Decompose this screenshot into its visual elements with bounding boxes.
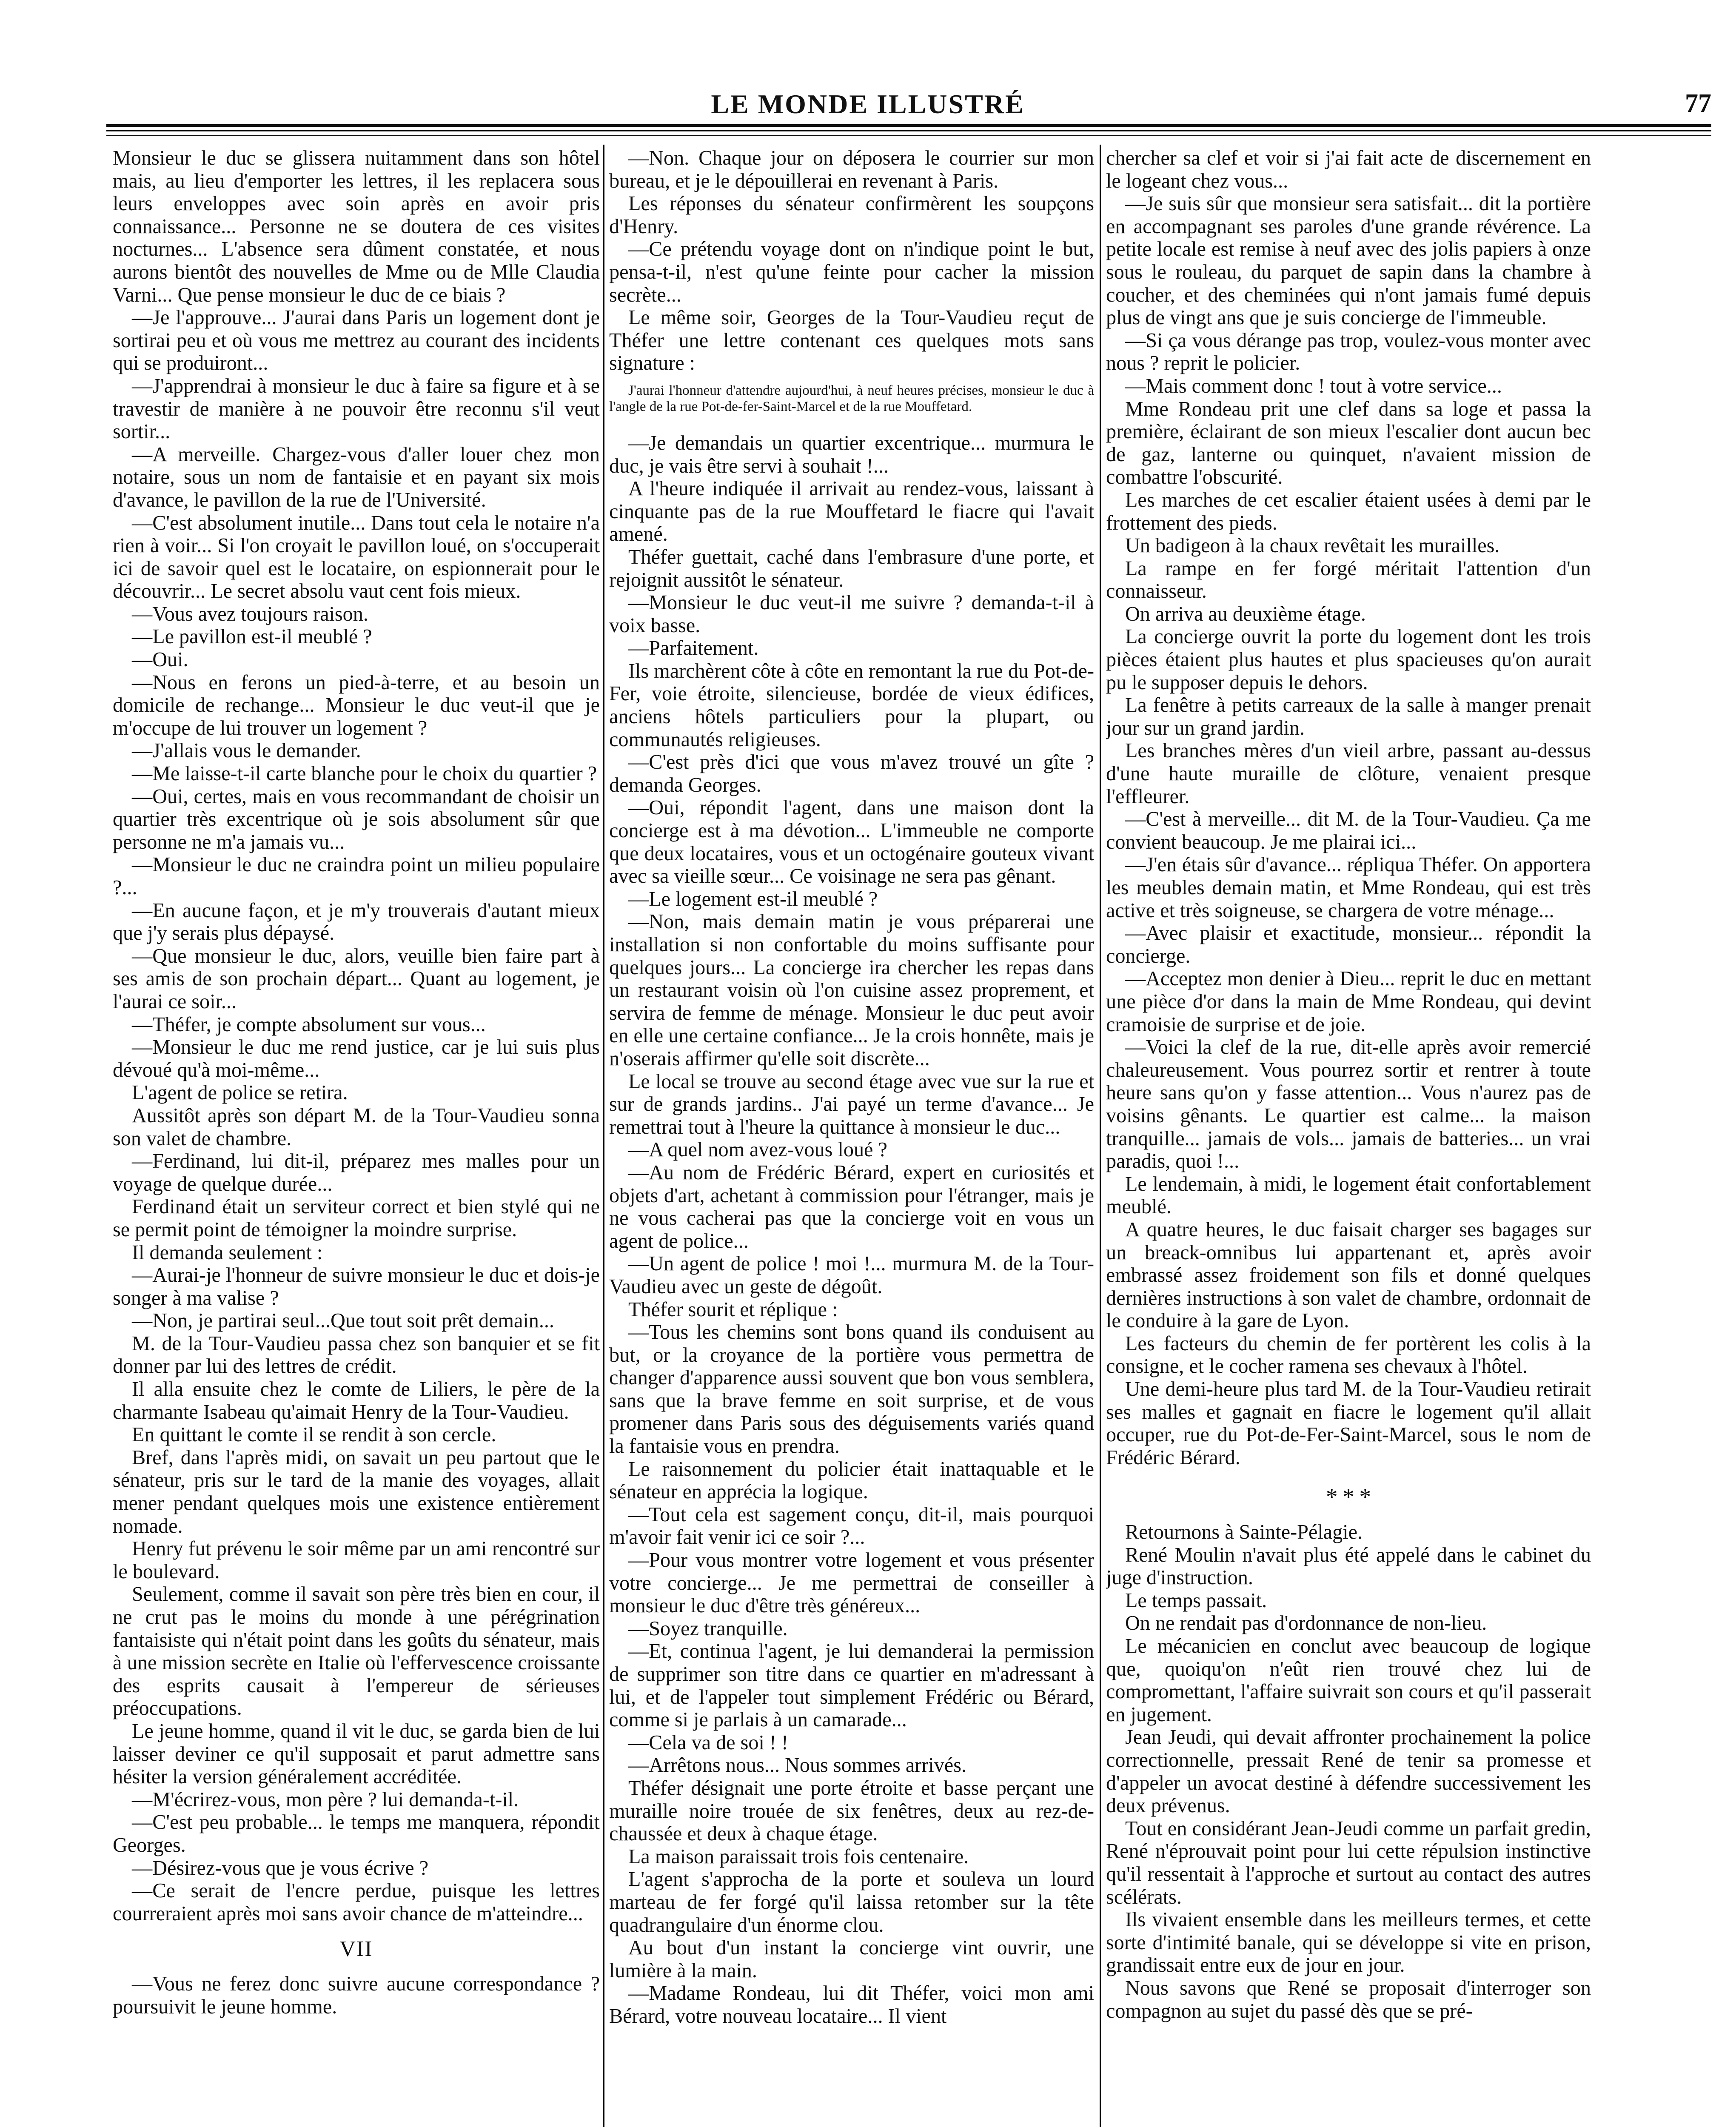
paragraph: —Ferdinand, lui dit-il, préparez mes malles pour un voyage de quelque durée... [113,1150,600,1195]
paragraph: Théfer sourit et réplique : [628,1298,838,1321]
paragraph: —Et, continua l'agent, je lui demanderai la permission de supprimer son titre dans ce quartier en m'adressant à lui, et de l'appeler tout simplement Frédéric ou Bérard, comme si je parlais à un camarade... [609,1640,1094,1731]
paragraph: —Si ça vous dérange pas trop, voulez-vous monter avec nous ? reprit le policier. [1106,329,1591,375]
paragraph: —Monsieur le duc ne craindra point un milieu populaire ?... [113,853,600,899]
paragraph: En quittant le comte il se rendit à son cercle. [132,1423,496,1446]
header-rule [106,130,1711,131]
paragraph: —Soyez tranquille. [628,1617,788,1640]
paragraph: —Ce prétendu voyage dont on n'indique point le but, pensa-t-il, n'est qu'une feinte pour cacher la mission secrète... [609,238,1094,306]
paragraph: Les branches mères d'un vieil arbre, passant au-dessus d'une haute muraille de clôture, venaient presque l'effleurer. [1106,739,1591,808]
paragraph: Le lendemain, à midi, le logement était confortablement meublé. [1106,1172,1591,1218]
paragraph: La concierge ouvrit la porte du logement dont les trois pièces étaient plus hautes et plus spacieuses qu'on aurait pu le supposer depuis le dehors. [1106,625,1591,694]
paragraph: —J'en étais sûr d'avance... répliqua Théfer. On apportera les meubles demain matin, et Mme Rondeau, qui est très active et très soigneuse, se chargera de votre ménage... [1106,853,1591,922]
paragraph: —Je l'approuve... J'aurai dans Paris un logement dont je sortirai peu et où vous me mettrez au courant des incidents qui se produiront... [113,306,600,375]
paragraph: —Non. Chaque jour on déposera le courrier sur mon bureau, et je le dépouillerai en revenant à Paris. [609,147,1094,192]
paragraph: —A quel nom avez-vous loué ? [628,1138,887,1161]
paragraph: Le raisonnement du policier était inattaquable et le sénateur en apprécia la logique. [609,1457,1094,1503]
paragraph: —Aurai-je l'honneur de suivre monsieur le duc et dois-je songer à ma valise ? [113,1264,600,1309]
paragraph: Monsieur le duc se glissera nuitamment dans son hôtel mais, au lieu d'emporter les lettres, il les replacera sous leurs enveloppes avec soin après en avoir pris connaissance... Personne ne se doutera de ces visites nocturnes... L'absence sera dûment constatée, et nous aurons bientôt des nouvelles de Mme ou de Mlle Claudia Varni... Que pense monsieur le duc de ce biais ? [113,147,600,306]
paragraph: —Oui. [132,648,188,671]
paragraph: —Théfer, je compte absolument sur vous... [132,1013,486,1036]
paragraph: —Voici la clef de la rue, dit-elle après avoir remercié chaleureusement. Vous pourrez sortir et rentrer à toute heure sans qu'on y fasse attention... Vous n'aurez pas de voisins gênants. Le quartier est calme... la maison tranquille... jamais de vols... jamais de batteries... un vrai paradis, quoi !... [1106,1036,1591,1173]
paragraph: —J'apprendrai à monsieur le duc à faire sa figure et à se travestir de manière à ne pouvoir être reconnu s'il veut sortir... [113,374,600,443]
paragraph: Le même soir, Georges de la Tour-Vaudieu reçut de Théfer une lettre contenant ces quelques mots sans signature : [609,306,1094,375]
paragraph: L'agent de police se retira. [132,1081,348,1104]
paragraph: —Le pavillon est-il meublé ? [132,625,372,648]
paragraph: Il demanda seulement : [132,1241,323,1264]
paragraph: —Parfaitement. [628,637,759,660]
paragraph: —Tout cela est sagement conçu, dit-il, mais pourquoi m'avoir fait venir ici ce soir ?... [609,1503,1094,1549]
paragraph: —A merveille. Chargez-vous d'aller louer chez mon notaire, sous un nom de fantaisie et en payant six mois d'avance, le pavillon de la rue de l'Université. [113,443,600,511]
paragraph: —C'est à merveille... dit M. de la Tour-Vaudieu. Ça me convient beaucoup. Je me plairai ici... [1106,808,1591,853]
paragraph: Seulement, comme il savait son père très bien en cour, il ne crut pas le moins du monde à une pérégrination fantaisiste qui n'était point dans les goûts du sénateur, mais à une mission secrète en Italie où l'effervescence croissante des esprits causait à l'empereur de sérieuses préoccupations. [113,1583,600,1720]
paragraph: L'agent s'approcha de la porte et souleva un lourd marteau de fer forgé qu'il laissa retomber sur la tête quadrangulaire d'un énorme clou. [609,1868,1094,1936]
paragraph: —Je demandais un quartier excentrique... murmura le duc, je vais être servi à souhait !... [609,431,1094,477]
paragraph: Le mécanicien en conclut avec beaucoup de logique que, quoiqu'on n'eût rien trouvé chez lui de compromettant, l'affaire suivrait son cours et qu'il passerait en jugement. [1106,1635,1591,1726]
paragraph: Tout en considérant Jean-Jeudi comme un parfait gredin, René n'éprouvait point pour lui cette répulsion instinctive qu'il ressentait à l'approche et surtout au contact des autres scélérats. [1106,1817,1591,1908]
paragraph: A l'heure indiquée il arrivait au rendez-vous, laissant à cinquante pas de la rue Mouffetard le fiacre qui l'avait amené. [609,477,1094,546]
paragraph: René Moulin n'avait plus été appelé dans le cabinet du juge d'instruction. [1106,1543,1591,1589]
text-column-3 [1106,147,1591,2127]
paragraph: Mme Rondeau prit une clef dans sa loge et passa la première, éclairant de son mieux l'escalier dont aucun bec de gaz, lanterne ou quinquet, n'avaient mission de combattre l'obscurité. [1106,397,1591,489]
header-rule [106,135,1711,136]
header-rule [106,124,1711,127]
paragraph: Théfer désignait une porte étroite et basse perçant une muraille noire trouée de six fenêtres, deux au rez-de-chaussée et deux à chaque étage. [609,1776,1094,1845]
paragraph: —Le logement est-il meublé ? [628,887,878,910]
section-break: * * * [1326,1484,1371,1511]
paragraph: —Me laisse-t-il carte blanche pour le choix du quartier ? [132,762,597,785]
paragraph: On ne rendait pas d'ordonnance de non-lieu. [1125,1612,1487,1635]
paragraph: —C'est peu probable... le temps me manquera, répondit Georges. [113,1811,600,1856]
paragraph: —Monsieur le duc me rend justice, car je lui suis plus dévoué qu'à moi-même... [113,1036,600,1081]
paragraph: —Cela va de soi ! ! [628,1731,789,1754]
paragraph: A quatre heures, le duc faisait charger ses bagages sur un breack-omnibus lui appartenant et, après avoir embrassé assez froidement son fils et donné quelques dernières instructions à son valet de chambre, ordonnait de le conduire à la gare de Lyon. [1106,1218,1591,1332]
paragraph: —Pour vous montrer votre logement et vous présenter votre concierge... Je me permettrai de conseiller à monsieur le duc d'être très généreux... [609,1549,1094,1617]
paragraph: —Acceptez mon denier à Dieu... reprit le duc en mettant une pièce d'or dans la main de Mme Rondeau, qui devint cramoisie de surprise et de joie. [1106,967,1591,1036]
paragraph: Nous savons que René se proposait d'interroger son compagnon au sujet du passé dès que se pré- [1106,1976,1591,2022]
paragraph: Un badigeon à la chaux revêtait les murailles. [1125,534,1500,557]
text-column-2 [609,147,1094,2127]
paragraph: Les facteurs du chemin de fer portèrent les colis à la consigne, et le cocher ramena ses chevaux à l'hôtel. [1106,1332,1591,1378]
paragraph: Le local se trouve au second étage avec vue sur la rue et sur de grands jardins.. J'ai payé un terme d'avance... Je remettrai tout à l'heure la quittance à monsieur le duc... [609,1070,1094,1138]
paragraph: Bref, dans l'après midi, on savait un peu partout que le sénateur, pris sur le tard de la manie des voyages, allait mener pendant quelques mois une existence entièrement nomade. [113,1446,600,1537]
paragraph: —Ce serait de l'encre perdue, puisque les lettres courreraient après moi sans avoir chance de m'atteindre... [113,1879,600,1925]
paragraph: —Oui, répondit l'agent, dans une maison dont la concierge est à ma dévotion... L'immeuble ne comporte que deux locataires, vous et un octogénaire gouteux vivant avec sa vieille sœur... Ce voisinage ne sera pas gênant. [609,796,1094,888]
paragraph: Le jeune homme, quand il vit le duc, se garda bien de lui laisser deviner ce qu'il supposait et parut admettre sans hésiter la version généralement accréditée. [113,1719,600,1788]
paragraph: Retournons à Sainte-Pélagie. [1125,1521,1363,1544]
paragraph: Jean Jeudi, qui devait affronter prochainement la police correctionnelle, pressait René de tenir sa promesse et d'appeler un avocat destiné à défendre successivement les deux prévenus. [1106,1726,1591,1817]
paragraph: Ils vivaient ensemble dans les meilleurs termes, et cette sorte d'intimité banale, qui se développe si vite en prison, grandissait entre eux de jour en jour. [1106,1908,1591,1977]
quoted-letter: J'aurai l'honneur d'attendre aujourd'hui, à neuf heures précises, monsieur le duc à l'angle de la rue Pot-de-fer-Saint-Marcel et de la rue Mouffetard. [609,382,1094,414]
paragraph: Les marches de cet escalier étaient usées à demi par le frottement des pieds. [1106,488,1591,534]
paragraph: Au bout d'un instant la concierge vint ouvrir, une lumière à la main. [609,1936,1094,1982]
paragraph: —Je suis sûr que monsieur sera satisfait... dit la portière en accompagnant ses paroles d'une grande révérence. La petite locale est remise à neuf avec des jolis papiers à onze sous le rouleau, du parquet de sapin dans la chambre à coucher, et des cheminées qui n'ont jamais fumé depuis plus de vingt ans que je suis concierge de l'immeuble. [1106,192,1591,329]
chapter-heading: VII [339,1937,373,1962]
paragraph: Henry fut prévenu le soir même par un ami rencontré sur le boulevard. [113,1537,600,1583]
paragraph: chercher sa clef et voir si j'ai fait acte de discernement en le logeant chez vous... [1106,147,1591,192]
paragraph: La rampe en fer forgé méritait l'attention d'un connaisseur. [1106,557,1591,603]
paragraph: —Oui, certes, mais en vous recommandant de choisir un quartier très excentrique où je sois absolument sûr que personne ne m'a jamais vu... [113,785,600,853]
paragraph: Il alla ensuite chez le comte de Liliers, le père de la charmante Isabeau qu'aimait Henry de la Tour-Vaudieu. [113,1378,600,1423]
masthead-title: LE MONDE ILLUSTRÉ [711,89,1025,119]
paragraph: Ferdinand était un serviteur correct et bien stylé qui ne se permit point de témoigner la moindre surprise. [113,1195,600,1241]
paragraph: —Au nom de Frédéric Bérard, expert en curiosités et objets d'art, achetant à commission pour l'étranger, mais je ne vous cacherai pas que la concierge voit en vous un agent de police... [609,1161,1094,1252]
paragraph: On arriva au deuxième étage. [1125,602,1366,625]
text-column-1 [113,147,600,2127]
paragraph: Ils marchèrent côte à côte en remontant la rue du Pot-de-Fer, voie étroite, silencieuse, bordée de vieux édifices, anciens hôtels particuliers pour la plupart, ou communautés religieuses. [609,659,1094,751]
paragraph: La fenêtre à petits carreaux de la salle à manger prenait jour sur un grand jardin. [1106,694,1591,739]
paragraph: Une demi-heure plus tard M. de la Tour-Vaudieu retirait ses malles et gagnait en fiacre le logement qu'il allait occuper, rue du Pot-de-Fer-Saint-Marcel, sous le nom de Frédéric Bérard. [1106,1378,1591,1469]
paragraph: —Madame Rondeau, lui dit Théfer, voici mon ami Bérard, votre nouveau locataire... Il vient [609,1982,1094,2027]
paragraph: —Non, je partirai seul...Que tout soit prêt demain... [132,1309,554,1332]
paragraph: —Avec plaisir et exactitude, monsieur... répondit la concierge. [1106,922,1591,967]
column-divider [1100,145,1101,2127]
paragraph: —C'est absolument inutile... Dans tout cela le notaire n'a rien à voir... Si l'on croyait le pavillon loué, on s'occuperait ici de savoir quel est le locataire, on espionnerait pour le découvrir... Le secret absolu vaut cent fois mieux. [113,511,600,603]
paragraph: —Nous en ferons un pied-à-terre, et au besoin un domicile de rechange... Monsieur le duc veut-il que je m'occupe de lui trouver un logement ? [113,671,600,739]
paragraph: Aussitôt après son départ M. de la Tour-Vaudieu sonna son valet de chambre. [113,1104,600,1150]
paragraph: —Vous ne ferez donc suivre aucune correspondance ? poursuivit le jeune homme. [113,1972,600,2018]
paragraph: —J'allais vous le demander. [132,739,361,762]
paragraph: Les réponses du sénateur confirmèrent les soupçons d'Henry. [609,192,1094,238]
paragraph: —Mais comment donc ! tout à votre service... [1125,374,1502,397]
paragraph: Le temps passait. [1125,1589,1267,1612]
paragraph: —Un agent de police ! moi !... murmura M. de la Tour-Vaudieu avec un geste de dégoût. [609,1252,1094,1298]
paragraph: —Tous les chemins sont bons quand ils conduisent au but, or la croyance de la portière vous permettra de changer d'apparence aussi souvent que bon vous semblera, sans que la brave femme en soit surprise, et de vous promener dans Paris sous des déguisements variés quand la fantaisie vous en prendra. [609,1321,1094,1458]
page-number: 77 [1685,89,1711,118]
paragraph: —Vous avez toujours raison. [132,602,368,625]
paragraph: —Arrêtons nous... Nous sommes arrivés. [628,1754,966,1777]
paragraph: —M'écrirez-vous, mon père ? lui demanda-t-il. [132,1788,519,1811]
column-divider [603,145,604,2127]
paragraph: —Désirez-vous que je vous écrive ? [132,1856,429,1879]
paragraph: La maison paraissait trois fois centenaire. [628,1845,969,1868]
paragraph: —Que monsieur le duc, alors, veuille bien faire part à ses amis de son prochain départ... Quant au logement, je l'aurai ce soir... [113,944,600,1013]
paragraph: —C'est près d'ici que vous m'avez trouvé un gîte ? demanda Georges. [609,751,1094,796]
paragraph: —Monsieur le duc veut-il me suivre ? demanda-t-il à voix basse. [609,591,1094,637]
paragraph: —Non, mais demain matin je vous préparerai une installation si non confortable du moins suffisante pour quelques jours... La concierge ira chercher les repas dans un restaurant voisin où l'on cuisine assez proprement, et servira de femme de ménage. Monsieur le duc peut avoir en elle une certaine confiance... Je la crois honnête, mais je n'oserais affirmer qu'elle soit discrète... [609,910,1094,1070]
paragraph: —En aucune façon, et je m'y trouverais d'autant mieux que j'y serais plus dépaysé. [113,899,600,945]
paragraph: Théfer guettait, caché dans l'embrasure d'une porte, et rejoignit aussitôt le sénateur. [609,545,1094,591]
paragraph: M. de la Tour-Vaudieu passa chez son banquier et se fit donner par lui des lettres de crédit. [113,1332,600,1378]
